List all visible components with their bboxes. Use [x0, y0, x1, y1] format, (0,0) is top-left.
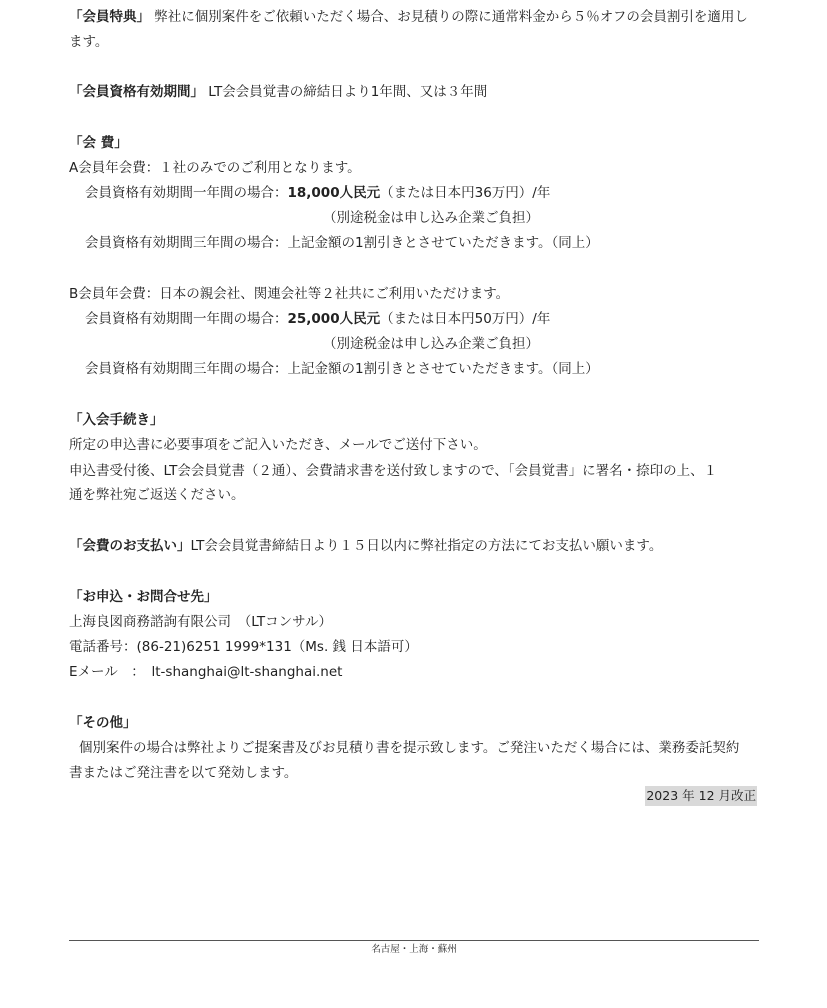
procedure-heading: 「入会手続き」	[69, 412, 164, 428]
payment-heading: 「会費のお支払い」	[69, 538, 191, 554]
fee-b-one-year-label: 会員資格有効期間一年間の場合：	[85, 311, 288, 327]
fee-b-three-year: 会員資格有効期間三年間の場合：上記金額の1割引きとさせていただきます。（同上）	[85, 361, 599, 377]
fee-b-title: B会員年会費：日本の親会社、関連会社等２社共にご利用いただけます。	[69, 286, 510, 302]
fee-a-one-year-amount: 18,000人民元	[287, 185, 381, 201]
fee-b-one-year	[85, 307, 550, 331]
fee-a-title: A会員年会費：１社のみでのご利用となります。	[69, 160, 361, 176]
footer-divider	[69, 940, 759, 941]
procedure-line-3: 通を弊社宛ご返送ください。	[69, 487, 245, 503]
validity-heading: 「会員資格有効期間」	[69, 84, 204, 100]
benefit-text: 弊社に個別案件をご依頼いただく場合、お見積りの際に通常料金から５％オフの会員割引を適用し	[154, 9, 748, 25]
contact-heading: 「お申込・お問合せ先」	[69, 589, 218, 605]
payment-text: LT会会員覚書締結日より１５日以内に弊社指定の方法にてお支払い願います。	[190, 538, 663, 554]
fee-b-one-year-amount: 25,000人民元	[287, 311, 381, 327]
procedure-line-1: 所定の申込書に必要事項をご記入いただき、メールでご送付下さい。	[69, 437, 487, 453]
other-heading: 「その他」	[69, 715, 137, 731]
procedure-line-2: 申込書受付後、LT会会員覚書（２通）、会費請求書を送付致しますので、「会員覚書」に署名・捺印の上、１	[69, 463, 718, 479]
fees-heading: 「会 費」	[69, 135, 128, 151]
fee-b-tax-note: （別途税金は申し込み企業ご負担）	[323, 336, 539, 352]
footer-locations: 名古屋・上海・蘇州	[371, 944, 457, 955]
validity-text: LT会会員覚書の締結日より1年間、又は３年間	[208, 84, 488, 100]
other-line-2: 書またはご発注書を以て発効します。	[69, 765, 298, 781]
fee-b-one-year-jpy: （または日本円50万円）/年	[380, 311, 551, 327]
benefit-line-1	[69, 5, 748, 29]
fee-a-three-year: 会員資格有効期間三年間の場合：上記金額の1割引きとさせていただきます。（同上）	[85, 235, 599, 251]
revision-date: 2023 年 12 月改正	[645, 786, 757, 806]
contact-email[interactable]: Eメール ： lt-shanghai@lt-shanghai.net	[69, 664, 343, 680]
payment-line	[69, 534, 662, 558]
benefit-heading: 「会員特典」	[69, 9, 150, 25]
contact-phone: 電話番号：(86-21)6251 1999*131（Ms. 銭 日本語可）	[69, 639, 418, 655]
other-line-1: 個別案件の場合は弊社よりご提案書及びお見積り書を提示致します。ご発注いただく場合には、業務委託契約	[79, 740, 740, 756]
validity-line	[69, 80, 487, 104]
fee-a-one-year-label: 会員資格有効期間一年間の場合：	[85, 185, 288, 201]
fee-a-one-year-jpy: （または日本円36万円）/年	[380, 185, 551, 201]
fee-a-tax-note: （別途税金は申し込み企業ご負担）	[323, 210, 539, 226]
contact-company: 上海良図商務諮詢有限公司 （LTコンサル）	[69, 614, 332, 630]
benefit-text-continued: ます。	[69, 34, 109, 50]
fee-a-one-year	[85, 181, 550, 205]
